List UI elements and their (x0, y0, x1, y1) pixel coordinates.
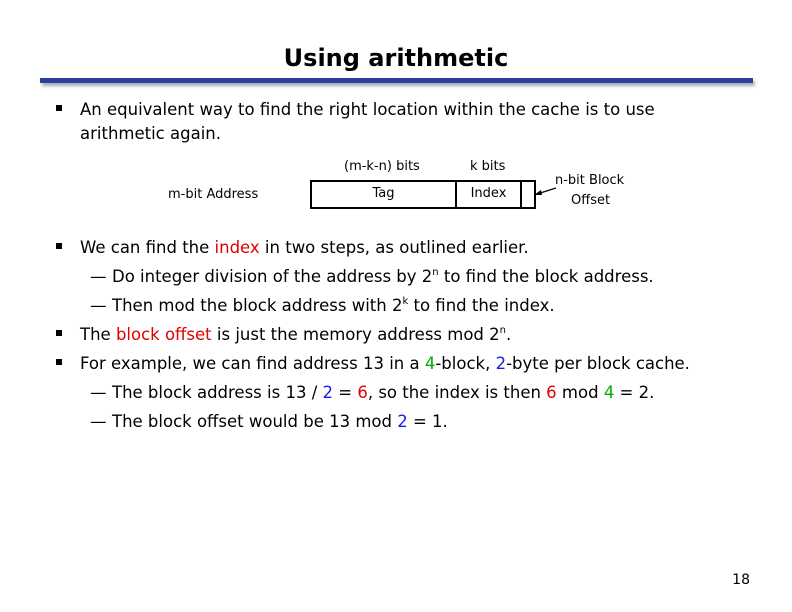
example-line (80, 354, 690, 373)
k-bits-label: k bits (470, 159, 506, 174)
block-offset-highlight: block offset (115, 325, 212, 344)
number-highlight: 2 (322, 383, 333, 402)
bullet-marker (56, 105, 62, 111)
text: -byte per block cache. (506, 354, 690, 373)
intro-line-continued: arithmetic again. (80, 124, 221, 143)
page-number: 18 (732, 572, 750, 588)
text: The block address is 13 / (112, 383, 323, 402)
address-label: m-bit Address (168, 187, 259, 202)
text: The block offset would be 13 mod (112, 412, 398, 431)
step2-line (112, 296, 555, 315)
text: We can find the (80, 238, 215, 257)
tag-field: Tag (372, 186, 395, 201)
bullet-marker (56, 359, 62, 365)
number-highlight: 4 (424, 354, 436, 373)
index-steps-line (80, 238, 529, 257)
block-offset-example-line (112, 412, 448, 431)
number-highlight: 6 (357, 383, 368, 402)
text: to find the index. (408, 296, 555, 315)
superscript: n (432, 266, 439, 278)
superscript: k (402, 295, 409, 307)
slide-title: Using arithmetic (283, 44, 509, 72)
offset-arrow (530, 185, 560, 205)
text: to find the block address. (438, 267, 654, 286)
offset-label-line1: n-bit Block (555, 173, 625, 188)
block-address-line (112, 383, 654, 402)
dash-marker: — (90, 267, 107, 286)
index-field: Index (470, 186, 507, 201)
text: For example, we can find address 13 in a (80, 354, 425, 373)
title-underline (40, 78, 753, 83)
dash-marker: — (90, 296, 107, 315)
step1-line (112, 267, 654, 286)
text: mod (556, 383, 604, 402)
dash-marker: — (90, 412, 107, 431)
text: in two steps, as outlined earlier. (259, 238, 529, 257)
superscript: n (499, 324, 506, 336)
offset-label-line2: Offset (571, 193, 611, 208)
text: = 1. (407, 412, 448, 431)
text: , so the index is then (367, 383, 547, 402)
number-highlight: 6 (546, 383, 557, 402)
number-highlight: 2 (495, 354, 507, 373)
index-highlight: index (214, 238, 260, 257)
offset-divider (520, 180, 522, 209)
text: = 2. (614, 383, 655, 402)
text: = (333, 383, 358, 402)
block-offset-line (80, 325, 511, 344)
text: Do integer division of the address by 2 (112, 267, 433, 286)
text: . (506, 325, 512, 344)
text: Then mod the block address with 2 (112, 296, 403, 315)
bullet-marker (56, 330, 62, 336)
text: The (80, 325, 116, 344)
text: -block, (435, 354, 496, 373)
intro-line: An equivalent way to find the right location within the cache is to use (80, 100, 655, 119)
number-highlight: 2 (397, 412, 408, 431)
number-highlight: 4 (603, 383, 615, 402)
mkn-bits-label: (m-k-n) bits (344, 159, 420, 174)
dash-marker: — (90, 383, 107, 402)
bullet-marker (56, 243, 62, 249)
text: is just the memory address mod 2 (211, 325, 500, 344)
